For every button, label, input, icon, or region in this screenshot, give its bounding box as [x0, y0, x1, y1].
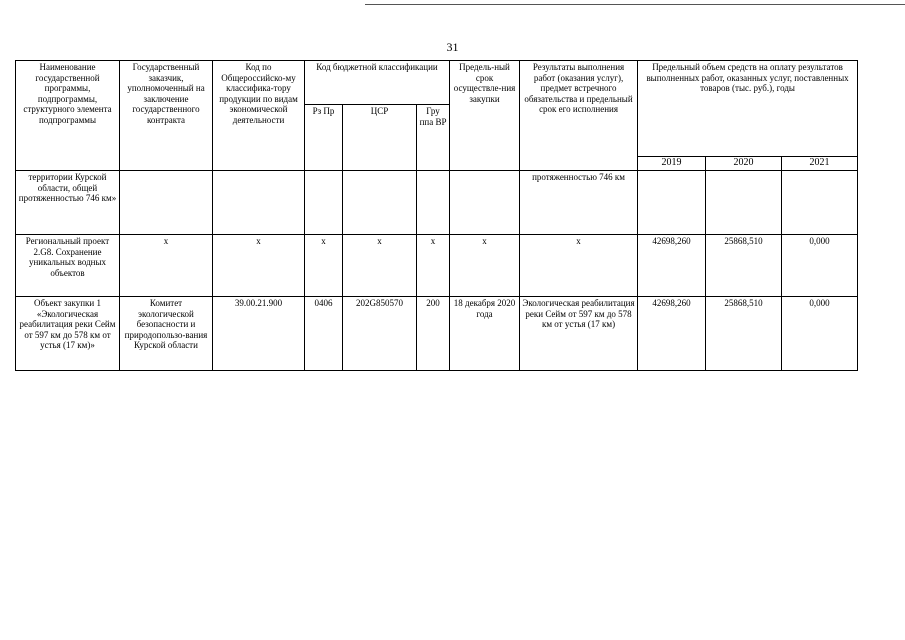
row-2019: 42698,260 — [638, 235, 706, 297]
row-okpd — [213, 171, 305, 235]
row-customer — [120, 171, 213, 235]
header-year-2021: 2021 — [782, 157, 858, 171]
row-rzpr: 0406 — [305, 297, 343, 371]
top-rule — [365, 4, 905, 5]
row-result: х — [520, 235, 638, 297]
row-name: Объект закупки 1 «Экологическая реабилитация реки Сейм от 597 км до 578 км от устья (17 км)» — [16, 297, 120, 371]
row-vr: х — [417, 235, 450, 297]
table-row — [16, 235, 858, 297]
row-2021: 0,000 — [782, 297, 858, 371]
page-number: 31 — [446, 40, 459, 54]
row-2020: 25868,510 — [706, 297, 782, 371]
row-2019: 42698,260 — [638, 297, 706, 371]
header-results: Результаты выполнения работ (оказания услуг), предмет встречного обязательства и предельный срок его исполнения — [520, 61, 638, 171]
row-2021: 0,000 — [782, 235, 858, 297]
row-vr: 200 — [417, 297, 450, 371]
table-row — [16, 171, 858, 235]
row-2021 — [782, 171, 858, 235]
header-okpd: Код по Общероссийско-му классифика-тору продукции по видам экономической деятельности — [213, 61, 305, 171]
row-customer: х — [120, 235, 213, 297]
row-deadline: 18 декабря 2020 года — [450, 297, 520, 371]
header-rzpr: Рз Пр — [305, 105, 343, 171]
row-result: протяженностью 746 км — [520, 171, 638, 235]
header-year-2019: 2019 — [638, 157, 706, 171]
row-rzpr — [305, 171, 343, 235]
row-2020: 25868,510 — [706, 235, 782, 297]
row-csr: х — [343, 235, 417, 297]
header-funds: Предельный объем средств на оплату результатов выполненных работ, оказанных услуг, поставленных товаров (тыс. руб.), годы — [638, 61, 858, 157]
header-name: Наименование государственной программы, подпрограммы, структурного элемента подпрограммы — [16, 61, 120, 171]
row-csr — [343, 171, 417, 235]
row-customer: Комитет экологической безопасности и природопользо-вания Курской области — [120, 297, 213, 371]
row-okpd: х — [213, 235, 305, 297]
row-rzpr: х — [305, 235, 343, 297]
header-year-2020: 2020 — [706, 157, 782, 171]
row-deadline: х — [450, 235, 520, 297]
header-row-1 — [16, 61, 858, 105]
row-name: Региональный проект 2.G8. Сохранение уникальных водных объектов — [16, 235, 120, 297]
row-result: Экологическая реабилитация реки Сейм от 597 км до 578 км от устья (17 км) — [520, 297, 638, 371]
header-vr: Гру ппа ВР — [417, 105, 450, 171]
row-vr — [417, 171, 450, 235]
row-name: территории Курской области, общей протяженностью 746 км» — [16, 171, 120, 235]
row-okpd: 39.00.21.900 — [213, 297, 305, 371]
row-csr: 202G850570 — [343, 297, 417, 371]
header-customer: Государственный заказчик, уполномоченный на заключение государственного контракта — [120, 61, 213, 171]
row-2019 — [638, 171, 706, 235]
table-row — [16, 297, 858, 371]
row-deadline — [450, 171, 520, 235]
row-2020 — [706, 171, 782, 235]
header-deadline: Предель-ный срок осуществле-ния закупки — [450, 61, 520, 171]
header-budget-code: Код бюджетной классификации — [305, 61, 450, 105]
procurement-table — [15, 60, 858, 371]
header-csr: ЦСР — [343, 105, 417, 171]
